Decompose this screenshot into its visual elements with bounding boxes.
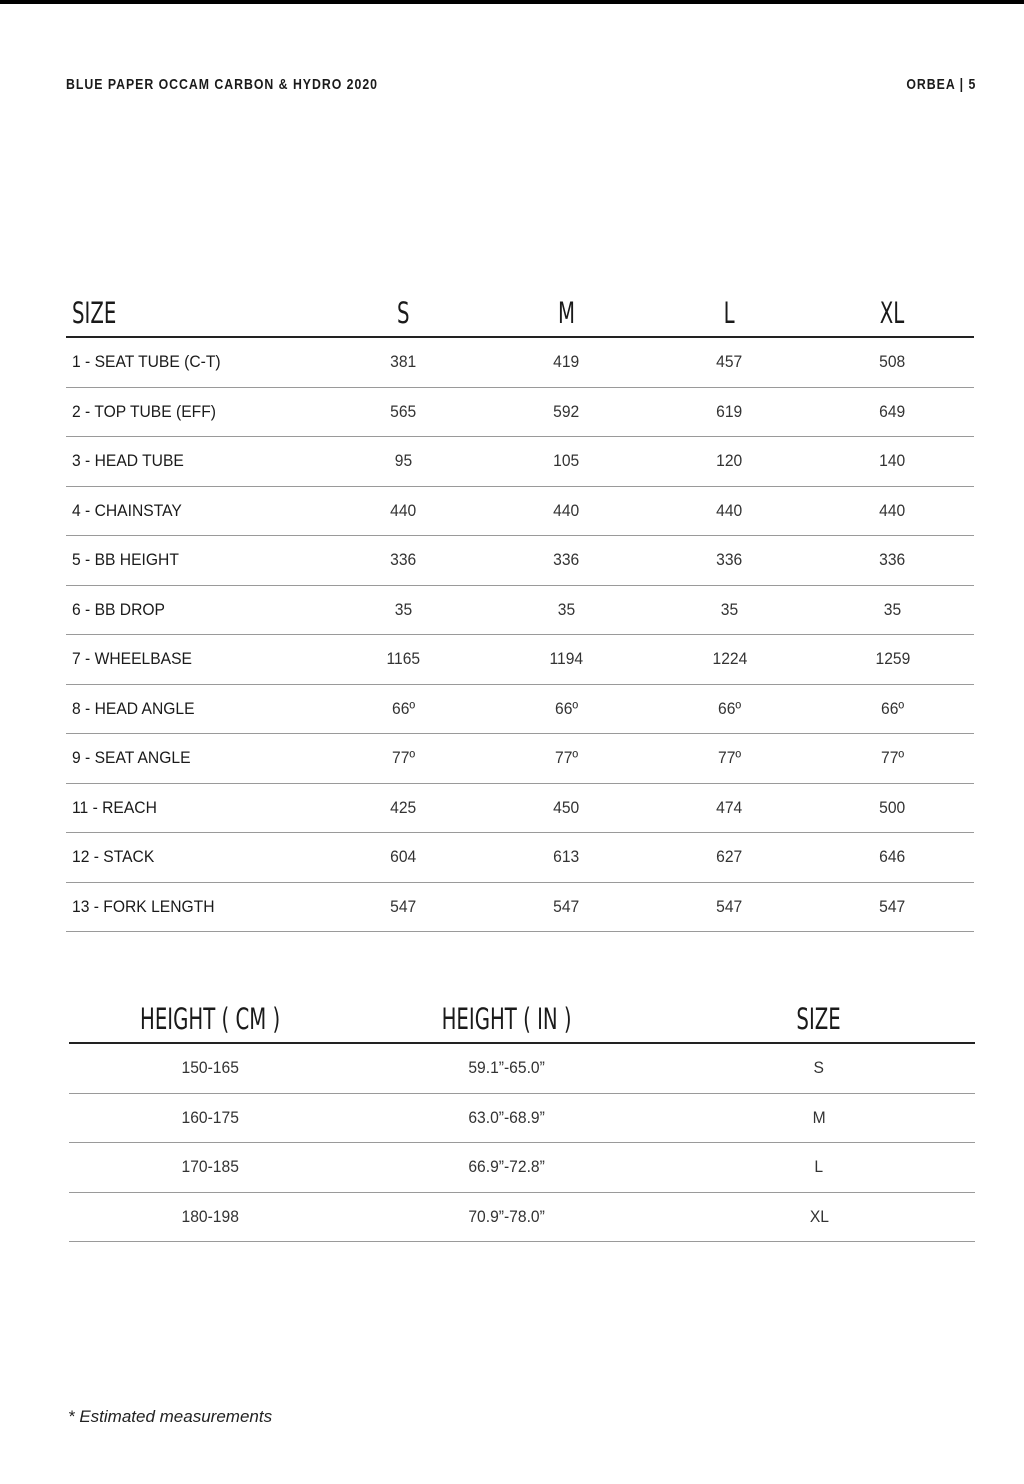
measurement-value: 381 xyxy=(322,337,485,387)
measurement-value: 619 xyxy=(648,387,811,437)
size-header-xl: XL xyxy=(811,290,974,337)
measurement-value: 547 xyxy=(485,882,648,932)
measurement-value: 1224 xyxy=(648,635,811,685)
measurement-value: 419 xyxy=(485,337,648,387)
top-border xyxy=(0,0,1024,4)
table-row xyxy=(69,1192,975,1242)
measurement-value: 66º xyxy=(322,684,485,734)
measurement-value: 440 xyxy=(322,486,485,536)
measurement-value: 547 xyxy=(322,882,485,932)
measurement-label: 3 - HEAD TUBE xyxy=(66,437,322,487)
size-header-m: M xyxy=(485,290,648,337)
measurement-value: 140 xyxy=(811,437,974,487)
measurement-value: 440 xyxy=(485,486,648,536)
measurement-value: 592 xyxy=(485,387,648,437)
measurement-value: 508 xyxy=(811,337,974,387)
fit-cell: 63.0”-68.9” xyxy=(351,1093,663,1143)
fit-cell: L xyxy=(663,1143,975,1193)
fit-cell: 180-198 xyxy=(69,1192,351,1242)
measurement-value: 35 xyxy=(648,585,811,635)
measurement-value: 627 xyxy=(648,833,811,883)
measurement-value: 336 xyxy=(648,536,811,586)
measurement-value: 565 xyxy=(322,387,485,437)
measurement-value: 66º xyxy=(485,684,648,734)
table-row xyxy=(66,734,974,784)
measurement-label: 7 - WHEELBASE xyxy=(66,635,322,685)
size-column-header: SIZE xyxy=(66,290,322,337)
geometry-header-row xyxy=(66,290,974,337)
fit-cell: 160-175 xyxy=(69,1093,351,1143)
page-marker: ORBEA | 5 xyxy=(906,76,976,93)
measurement-value: 336 xyxy=(485,536,648,586)
measurement-value: 474 xyxy=(648,783,811,833)
table-row xyxy=(66,684,974,734)
measurement-value: 450 xyxy=(485,783,648,833)
measurement-label: 13 - FORK LENGTH xyxy=(66,882,322,932)
size-header: SIZE xyxy=(663,996,975,1043)
measurement-label: 11 - REACH xyxy=(66,783,322,833)
measurement-value: 77º xyxy=(811,734,974,784)
measurement-value: 613 xyxy=(485,833,648,883)
fit-cell: 70.9”-78.0” xyxy=(351,1192,663,1242)
height-cm-header: HEIGHT ( CM ) xyxy=(69,996,351,1043)
fit-cell: M xyxy=(663,1093,975,1143)
measurement-value: 1194 xyxy=(485,635,648,685)
measurement-value: 336 xyxy=(322,536,485,586)
fit-header-row xyxy=(69,996,975,1043)
measurement-value: 646 xyxy=(811,833,974,883)
table-row xyxy=(66,635,974,685)
table-row xyxy=(66,387,974,437)
measurement-value: 1259 xyxy=(811,635,974,685)
measurement-value: 547 xyxy=(811,882,974,932)
table-row xyxy=(66,536,974,586)
table-row xyxy=(69,1143,975,1193)
measurement-value: 35 xyxy=(811,585,974,635)
size-header-l: L xyxy=(648,290,811,337)
measurement-label: 8 - HEAD ANGLE xyxy=(66,684,322,734)
fit-cell: 150-165 xyxy=(69,1043,351,1093)
table-row xyxy=(66,882,974,932)
table-row xyxy=(66,783,974,833)
document-title: BLUE PAPER OCCAM CARBON & HYDRO 2020 xyxy=(66,76,378,93)
measurement-value: 425 xyxy=(322,783,485,833)
height-in-header: HEIGHT ( IN ) xyxy=(351,996,663,1043)
measurement-label: 4 - CHAINSTAY xyxy=(66,486,322,536)
table-row xyxy=(69,1093,975,1143)
geometry-table xyxy=(66,290,974,932)
fit-cell: 59.1”-65.0” xyxy=(351,1043,663,1093)
measurement-value: 1165 xyxy=(322,635,485,685)
table-row xyxy=(69,1043,975,1093)
measurement-value: 95 xyxy=(322,437,485,487)
measurement-value: 440 xyxy=(811,486,974,536)
fit-cell: 170-185 xyxy=(69,1143,351,1193)
table-row xyxy=(66,486,974,536)
measurement-value: 336 xyxy=(811,536,974,586)
measurement-value: 77º xyxy=(648,734,811,784)
measurement-label: 9 - SEAT ANGLE xyxy=(66,734,322,784)
measurement-value: 547 xyxy=(648,882,811,932)
measurement-value: 77º xyxy=(485,734,648,784)
measurement-value: 35 xyxy=(322,585,485,635)
table-row xyxy=(66,833,974,883)
measurement-value: 457 xyxy=(648,337,811,387)
measurement-label: 6 - BB DROP xyxy=(66,585,322,635)
measurement-label: 5 - BB HEIGHT xyxy=(66,536,322,586)
fit-cell: 66.9”-72.8” xyxy=(351,1143,663,1193)
measurement-value: 120 xyxy=(648,437,811,487)
measurement-value: 440 xyxy=(648,486,811,536)
table-row xyxy=(66,337,974,387)
measurement-value: 649 xyxy=(811,387,974,437)
table-row xyxy=(66,585,974,635)
measurement-value: 35 xyxy=(485,585,648,635)
measurement-value: 77º xyxy=(322,734,485,784)
footnote: * Estimated measurements xyxy=(68,1407,273,1426)
measurement-value: 604 xyxy=(322,833,485,883)
table-row xyxy=(66,437,974,487)
measurement-value: 500 xyxy=(811,783,974,833)
measurement-value: 105 xyxy=(485,437,648,487)
fit-cell: S xyxy=(663,1043,975,1093)
measurement-value: 66º xyxy=(648,684,811,734)
measurement-label: 1 - SEAT TUBE (C-T) xyxy=(66,337,322,387)
fit-table xyxy=(69,996,975,1242)
size-header-s: S xyxy=(322,290,485,337)
measurement-label: 12 - STACK xyxy=(66,833,322,883)
measurement-value: 66º xyxy=(811,684,974,734)
measurement-label: 2 - TOP TUBE (EFF) xyxy=(66,387,322,437)
fit-cell: XL xyxy=(663,1192,975,1242)
